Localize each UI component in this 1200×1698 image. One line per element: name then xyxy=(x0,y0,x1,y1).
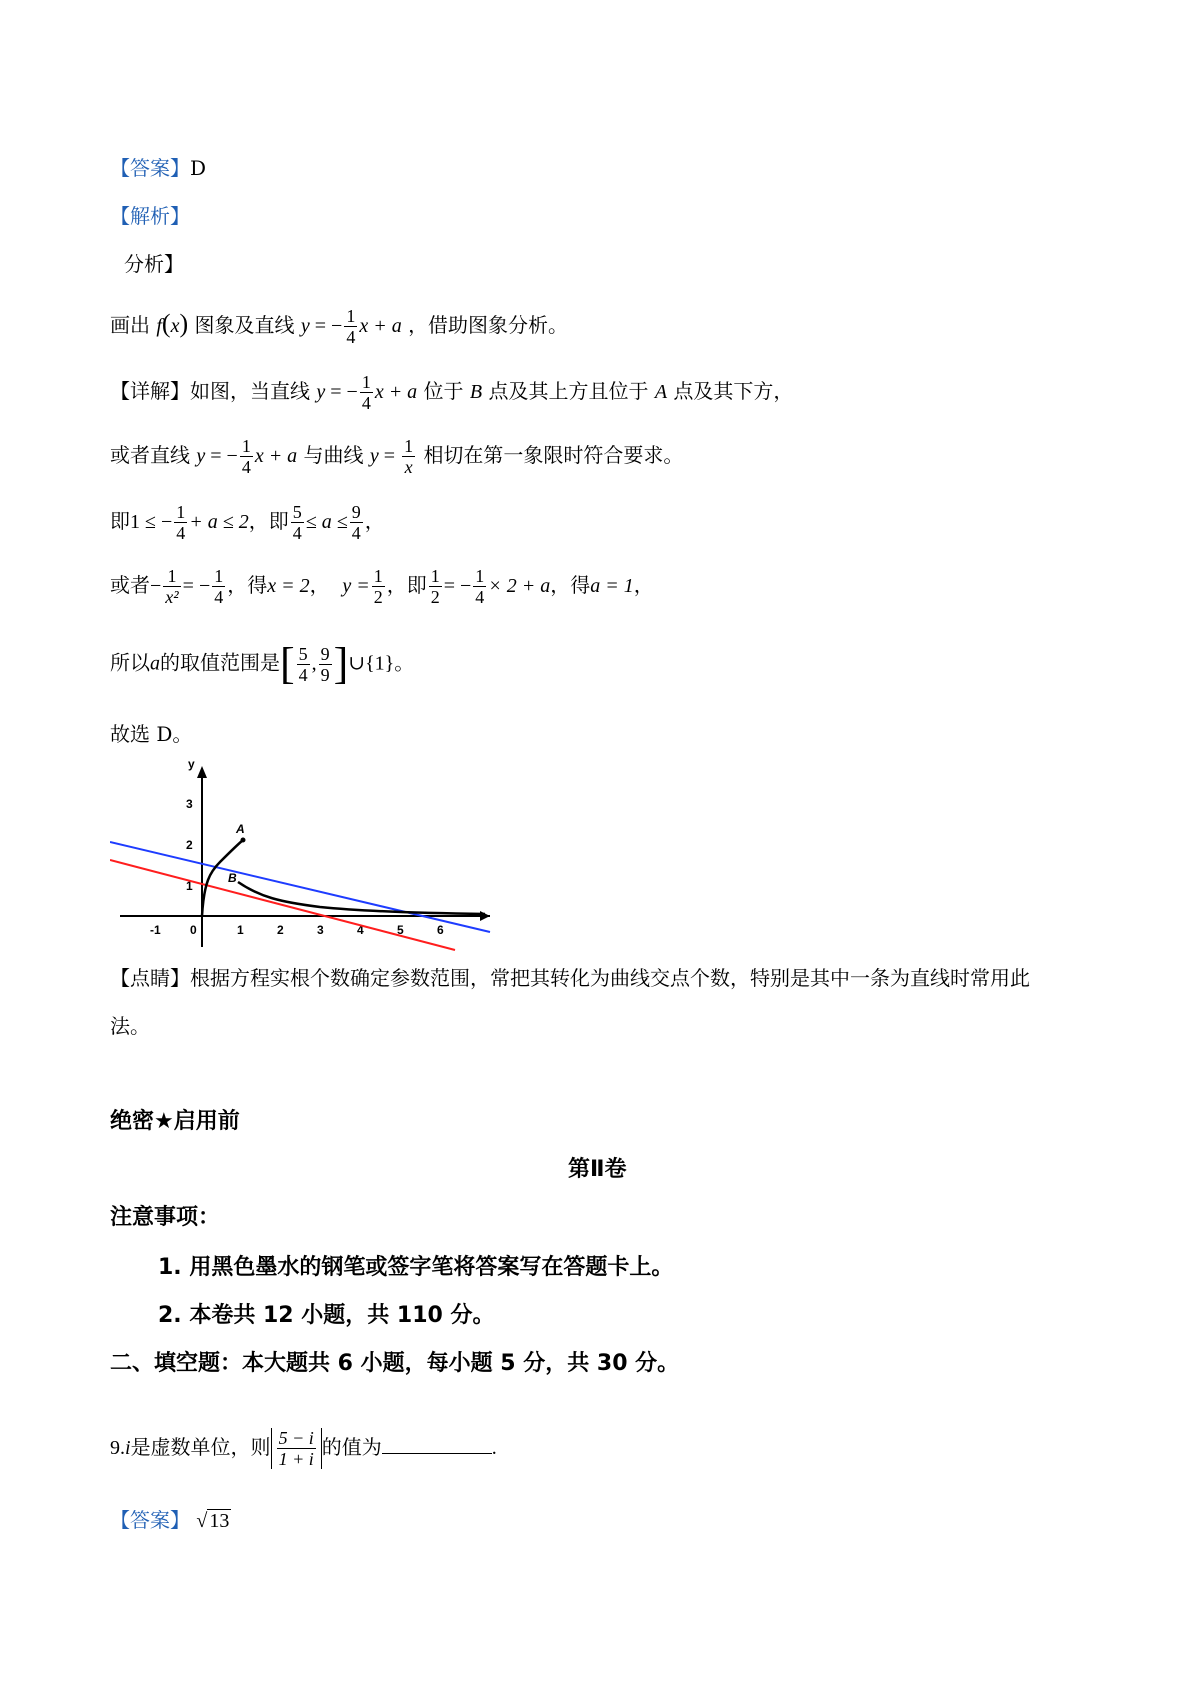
denominator: 4 xyxy=(351,523,361,543)
denominator: 4 xyxy=(298,664,308,685)
text: . xyxy=(491,1437,497,1459)
denominator: 4 xyxy=(346,327,356,347)
fraction xyxy=(350,502,363,543)
detail-line-4 xyxy=(110,566,654,607)
absolute-value xyxy=(271,1428,322,1469)
detail-line-2 xyxy=(110,436,683,477)
math-expr: x + a xyxy=(359,315,402,337)
left-bracket: [ xyxy=(280,639,295,688)
point-b: B xyxy=(469,381,483,403)
text: 即 xyxy=(110,509,130,533)
function-graph xyxy=(110,752,500,952)
text: 的值为 xyxy=(321,1435,382,1459)
numerator: 1 xyxy=(430,566,440,586)
x-tick: -1 xyxy=(150,923,161,937)
math-a: a xyxy=(150,652,160,675)
text: ， xyxy=(364,509,385,533)
numerator: 1 xyxy=(163,566,180,587)
analysis-tag: 【解析】 xyxy=(110,204,190,228)
denominator: x xyxy=(404,457,413,477)
math-i: i xyxy=(125,1437,131,1459)
note-text: 2. 本卷共 12 小题，共 110 分。 xyxy=(158,1303,495,1328)
denominator: 4 xyxy=(241,457,251,477)
text: 与曲线 xyxy=(303,443,364,467)
answer-tag: 【答案】 xyxy=(110,156,190,180)
fraction xyxy=(277,1428,316,1469)
answer-line-9 xyxy=(110,1508,231,1533)
math-eq: = − xyxy=(205,445,238,467)
section-text: 二、填空题：本大题共 6 小题，每小题 5 分，共 30 分。 xyxy=(110,1351,680,1376)
text: 位于 xyxy=(423,379,464,403)
denominator: 4 xyxy=(475,587,485,607)
choose-text: 故选 D。 xyxy=(110,722,193,746)
radicand: 13 xyxy=(209,1510,230,1532)
denominator: 4 xyxy=(214,587,224,607)
text: 如图，当直线 xyxy=(190,379,310,403)
section-2-heading xyxy=(110,1352,679,1376)
paren-close: ) xyxy=(179,309,189,338)
text: 所以 xyxy=(110,650,150,675)
math-y: y xyxy=(316,381,326,403)
point-b-label: B xyxy=(228,871,237,885)
numerator: 5 xyxy=(292,502,302,522)
point-a-label: A xyxy=(236,822,245,836)
numerator: 1 xyxy=(214,566,224,586)
dianjing-line-1 xyxy=(110,966,1030,990)
sqrt-expression: √ 13 xyxy=(196,1510,230,1532)
note-2 xyxy=(158,1304,495,1328)
y-axis-label: y xyxy=(188,757,195,771)
fraction xyxy=(402,436,415,477)
denominator: 4 xyxy=(292,523,302,543)
answer-blank[interactable] xyxy=(382,1433,492,1454)
fraction xyxy=(174,502,187,543)
denominator: x² xyxy=(165,587,179,607)
math-expr: x + a xyxy=(374,381,418,403)
math-eq: = − xyxy=(182,575,211,597)
question-9 xyxy=(110,1428,497,1469)
numerator: 5 xyxy=(298,643,308,664)
analysis-tag-line xyxy=(110,204,190,228)
x-tick: 3 xyxy=(317,923,324,937)
detail-tag: 【详解】 xyxy=(110,379,190,403)
y-tick: 3 xyxy=(186,797,193,811)
secret-label xyxy=(110,1110,240,1134)
text: ，借助图象分析。 xyxy=(408,313,569,337)
fraction xyxy=(240,436,253,477)
numerator: 1 xyxy=(475,566,485,586)
question-number: 9. xyxy=(110,1437,125,1459)
text: ， xyxy=(633,573,654,597)
math-expr: x + a xyxy=(254,445,298,467)
denominator: 2 xyxy=(373,587,383,607)
detail-line-3 xyxy=(110,502,385,543)
fraction xyxy=(372,566,385,607)
x-tick: 1 xyxy=(237,923,244,937)
numerator: 1 xyxy=(404,436,414,456)
volume-title xyxy=(568,1158,627,1182)
answer-tag: 【答案】 xyxy=(110,1508,190,1532)
math-expr: × 2 + a xyxy=(488,575,551,597)
text: 是虚数单位，则 xyxy=(130,1435,271,1459)
fraction xyxy=(163,566,180,607)
text: 点及其下方， xyxy=(673,379,794,403)
blue-line xyxy=(110,842,490,932)
numerator: 1 xyxy=(176,502,186,522)
dianjing-text: 根据方程实根个数确定参数范围，常把其转化为曲线交点个数，特别是其中一条为直线时常用此 xyxy=(190,966,1030,990)
right-bracket: ] xyxy=(333,639,349,688)
numerator: 1 xyxy=(361,372,371,392)
point-a-marker xyxy=(241,838,246,843)
dianjing-line-2 xyxy=(110,1014,150,1038)
math-eq: = − xyxy=(443,575,472,597)
text: 的取值范围是 xyxy=(160,650,280,675)
text: ，得 xyxy=(227,573,268,597)
math-f: f xyxy=(156,315,162,337)
y-tick: 2 xyxy=(186,838,193,852)
numerator: 9 xyxy=(320,643,330,664)
text: 相切在第一象限时符合要求。 xyxy=(423,443,684,467)
paren-open: ( xyxy=(161,309,171,338)
text: ，即 xyxy=(248,509,289,533)
x-axis-arrow xyxy=(480,911,490,921)
numerator: 5 − i xyxy=(278,1428,314,1448)
y-axis-arrow xyxy=(197,766,207,778)
math-y: y xyxy=(196,445,206,467)
denominator: 9 xyxy=(320,664,330,685)
fraction xyxy=(297,644,310,685)
sqrt-curve xyxy=(202,840,243,916)
fraction xyxy=(429,566,442,607)
fraction xyxy=(319,644,332,685)
note-text: 1. 用黑色墨水的钢笔或签字笔将答案写在答题卡上。 xyxy=(158,1255,674,1280)
detail-line-1 xyxy=(110,372,793,413)
secret-text: 绝密★启用前 xyxy=(110,1109,240,1134)
notes-title-text: 注意事项： xyxy=(110,1205,221,1230)
math-expr: ≤ a ≤ xyxy=(305,511,348,533)
fraction xyxy=(291,502,304,543)
math-union: ∪{1} xyxy=(348,652,395,675)
fraction xyxy=(360,372,373,413)
math-eq: = − xyxy=(309,315,343,337)
x-tick: 4 xyxy=(357,923,364,937)
math-expr: y = xyxy=(342,575,370,597)
math-x: x xyxy=(170,315,180,337)
x-tick: 2 xyxy=(277,923,284,937)
comma: , xyxy=(311,652,317,675)
text: 点及其上方且位于 xyxy=(488,379,649,403)
math-eq: = xyxy=(378,445,401,467)
numerator: 1 xyxy=(241,436,251,456)
numerator: 1 xyxy=(373,566,383,586)
math-y: y xyxy=(369,445,379,467)
x-tick: 6 xyxy=(437,923,444,937)
note-1 xyxy=(158,1256,673,1280)
math-expr: 1 ≤ − xyxy=(130,511,173,533)
fraction xyxy=(473,566,486,607)
denominator: 4 xyxy=(176,523,186,543)
math-expr: a = 1 xyxy=(590,575,634,597)
fenxi-text: 分析】 xyxy=(124,252,184,276)
math-eq: = − xyxy=(325,381,358,403)
text: 或者 xyxy=(110,573,150,597)
denominator: 1 + i xyxy=(278,1449,314,1469)
math-expr: x = 2 xyxy=(267,575,310,597)
choose-line xyxy=(110,722,192,746)
x-tick: 0 xyxy=(190,923,197,937)
y-tick: 1 xyxy=(186,879,193,893)
text: ，即 xyxy=(386,573,427,597)
answer-value: D xyxy=(190,156,207,180)
text: 或者直线 xyxy=(110,443,190,467)
fraction xyxy=(212,566,225,607)
x-tick: 5 xyxy=(397,923,404,937)
volume-text: 第Ⅱ卷 xyxy=(568,1157,627,1182)
denominator: 4 xyxy=(361,393,371,413)
text: ， xyxy=(309,573,330,597)
analysis-line xyxy=(110,306,568,347)
dianjing-text: 法。 xyxy=(110,1014,150,1038)
text: 。 xyxy=(394,650,415,675)
math-y: y xyxy=(300,315,310,337)
fraction xyxy=(344,306,357,347)
dianjing-tag: 【点睛】 xyxy=(110,966,190,990)
answer-line-1 xyxy=(110,156,206,180)
detail-line-5 xyxy=(110,639,415,688)
numerator: 1 xyxy=(346,306,356,326)
numerator: 9 xyxy=(351,502,361,522)
denominator: 2 xyxy=(430,587,440,607)
reciprocal-curve xyxy=(238,882,485,914)
notes-title xyxy=(110,1206,220,1230)
text: ，得 xyxy=(550,573,591,597)
fenxi-heading xyxy=(124,252,184,276)
text: 画出 xyxy=(110,313,150,337)
text: 图象及直线 xyxy=(194,313,295,337)
point-a: A xyxy=(654,381,668,403)
math-minus: − xyxy=(150,575,162,597)
math-expr: + a ≤ 2 xyxy=(189,511,249,533)
